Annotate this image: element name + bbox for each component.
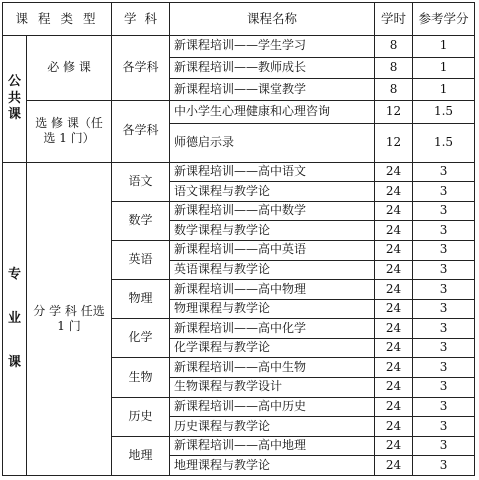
required-label: 必 修 课 [27, 35, 112, 100]
hours-cell: 24 [375, 201, 413, 221]
credit-cell: 3 [413, 201, 475, 221]
course-table [2, 2, 475, 476]
credit-cell: 3 [413, 260, 475, 280]
header-subject: 学 科 [112, 3, 170, 36]
credit-cell: 3 [413, 456, 475, 476]
hours-cell: 24 [375, 260, 413, 280]
hours-cell: 24 [375, 338, 413, 358]
course-name-cell: 新课程培训——高中数学 [170, 201, 375, 221]
credit-cell: 1.5 [413, 100, 475, 123]
credit-cell: 3 [413, 299, 475, 319]
course-name-cell: 新课程培训——教师成长 [170, 57, 375, 79]
course-name-cell: 历史课程与教学论 [170, 417, 375, 437]
course-name-cell: 新课程培训——高中生物 [170, 358, 375, 378]
professional-label: 分 学 科 任选 1 门 [27, 162, 112, 475]
header-credit: 参考学分 [413, 3, 475, 36]
hours-cell: 24 [375, 358, 413, 378]
subject-cell: 数学 [112, 201, 170, 240]
course-name-cell: 生物课程与教学设计 [170, 378, 375, 398]
hours-cell: 24 [375, 319, 413, 339]
course-name-cell: 新课程培训——高中历史 [170, 397, 375, 417]
hours-cell: 8 [375, 35, 413, 57]
course-name-cell: 新课程培训——高中化学 [170, 319, 375, 339]
credit-cell: 3 [413, 319, 475, 339]
subject-cell: 英语 [112, 240, 170, 279]
header-course-name: 课程名称 [170, 3, 375, 36]
course-name-cell: 新课程培训——高中语文 [170, 162, 375, 182]
hours-cell: 24 [375, 280, 413, 300]
course-name-cell: 师德启示录 [170, 123, 375, 162]
hours-cell: 8 [375, 79, 413, 101]
course-name-cell: 新课程培训——高中英语 [170, 240, 375, 260]
credit-cell: 1.5 [413, 123, 475, 162]
credit-cell: 3 [413, 182, 475, 202]
table-row [3, 100, 475, 123]
credit-cell: 1 [413, 35, 475, 57]
hours-cell: 24 [375, 240, 413, 260]
credit-cell: 3 [413, 240, 475, 260]
course-name-cell: 英语课程与教学论 [170, 260, 375, 280]
category-professional-label: 专业课 [7, 266, 21, 370]
header-hours: 学时 [375, 3, 413, 36]
subject-cell: 历史 [112, 397, 170, 436]
subject-cell: 地理 [112, 436, 170, 475]
credit-cell: 3 [413, 280, 475, 300]
credit-cell: 3 [413, 378, 475, 398]
hours-cell: 24 [375, 456, 413, 476]
credit-cell: 3 [413, 397, 475, 417]
course-name-cell: 地理课程与教学论 [170, 456, 375, 476]
credit-cell: 1 [413, 79, 475, 101]
elective-subject: 各学科 [112, 100, 170, 162]
hours-cell: 24 [375, 397, 413, 417]
credit-cell: 3 [413, 436, 475, 456]
credit-cell: 3 [413, 162, 475, 182]
category-public [3, 35, 27, 162]
course-name-cell: 新课程培训——高中物理 [170, 280, 375, 300]
header-row [3, 3, 475, 36]
hours-cell: 12 [375, 123, 413, 162]
subject-cell: 语文 [112, 162, 170, 201]
hours-cell: 24 [375, 221, 413, 241]
credit-cell: 3 [413, 221, 475, 241]
subject-cell: 化学 [112, 319, 170, 358]
course-name-cell: 语文课程与教学论 [170, 182, 375, 202]
credit-cell: 3 [413, 358, 475, 378]
course-name-cell: 中小学生心理健康和心理咨询 [170, 100, 375, 123]
hours-cell: 24 [375, 417, 413, 437]
table-row [3, 162, 475, 182]
hours-cell: 24 [375, 436, 413, 456]
hours-cell: 24 [375, 162, 413, 182]
course-name-cell: 新课程培训——高中地理 [170, 436, 375, 456]
course-name-cell: 新课程培训——课堂教学 [170, 79, 375, 101]
required-subject: 各学科 [112, 35, 170, 100]
category-professional [3, 162, 27, 475]
hours-cell: 8 [375, 57, 413, 79]
table-row [3, 35, 475, 57]
hours-cell: 12 [375, 100, 413, 123]
hours-cell: 24 [375, 182, 413, 202]
hours-cell: 24 [375, 299, 413, 319]
course-name-cell: 物理课程与教学论 [170, 299, 375, 319]
credit-cell: 3 [413, 338, 475, 358]
course-name-cell: 新课程培训——学生学习 [170, 35, 375, 57]
header-course-type: 课 程 类 型 [3, 3, 112, 36]
credit-cell: 1 [413, 57, 475, 79]
credit-cell: 3 [413, 417, 475, 437]
course-name-cell: 化学课程与教学论 [170, 338, 375, 358]
elective-label: 选 修 课（任选 1 门） [27, 100, 112, 162]
category-public-label: 公共课 [7, 74, 21, 122]
hours-cell: 24 [375, 378, 413, 398]
subject-cell: 物理 [112, 280, 170, 319]
subject-cell: 生物 [112, 358, 170, 397]
course-name-cell: 数学课程与教学论 [170, 221, 375, 241]
